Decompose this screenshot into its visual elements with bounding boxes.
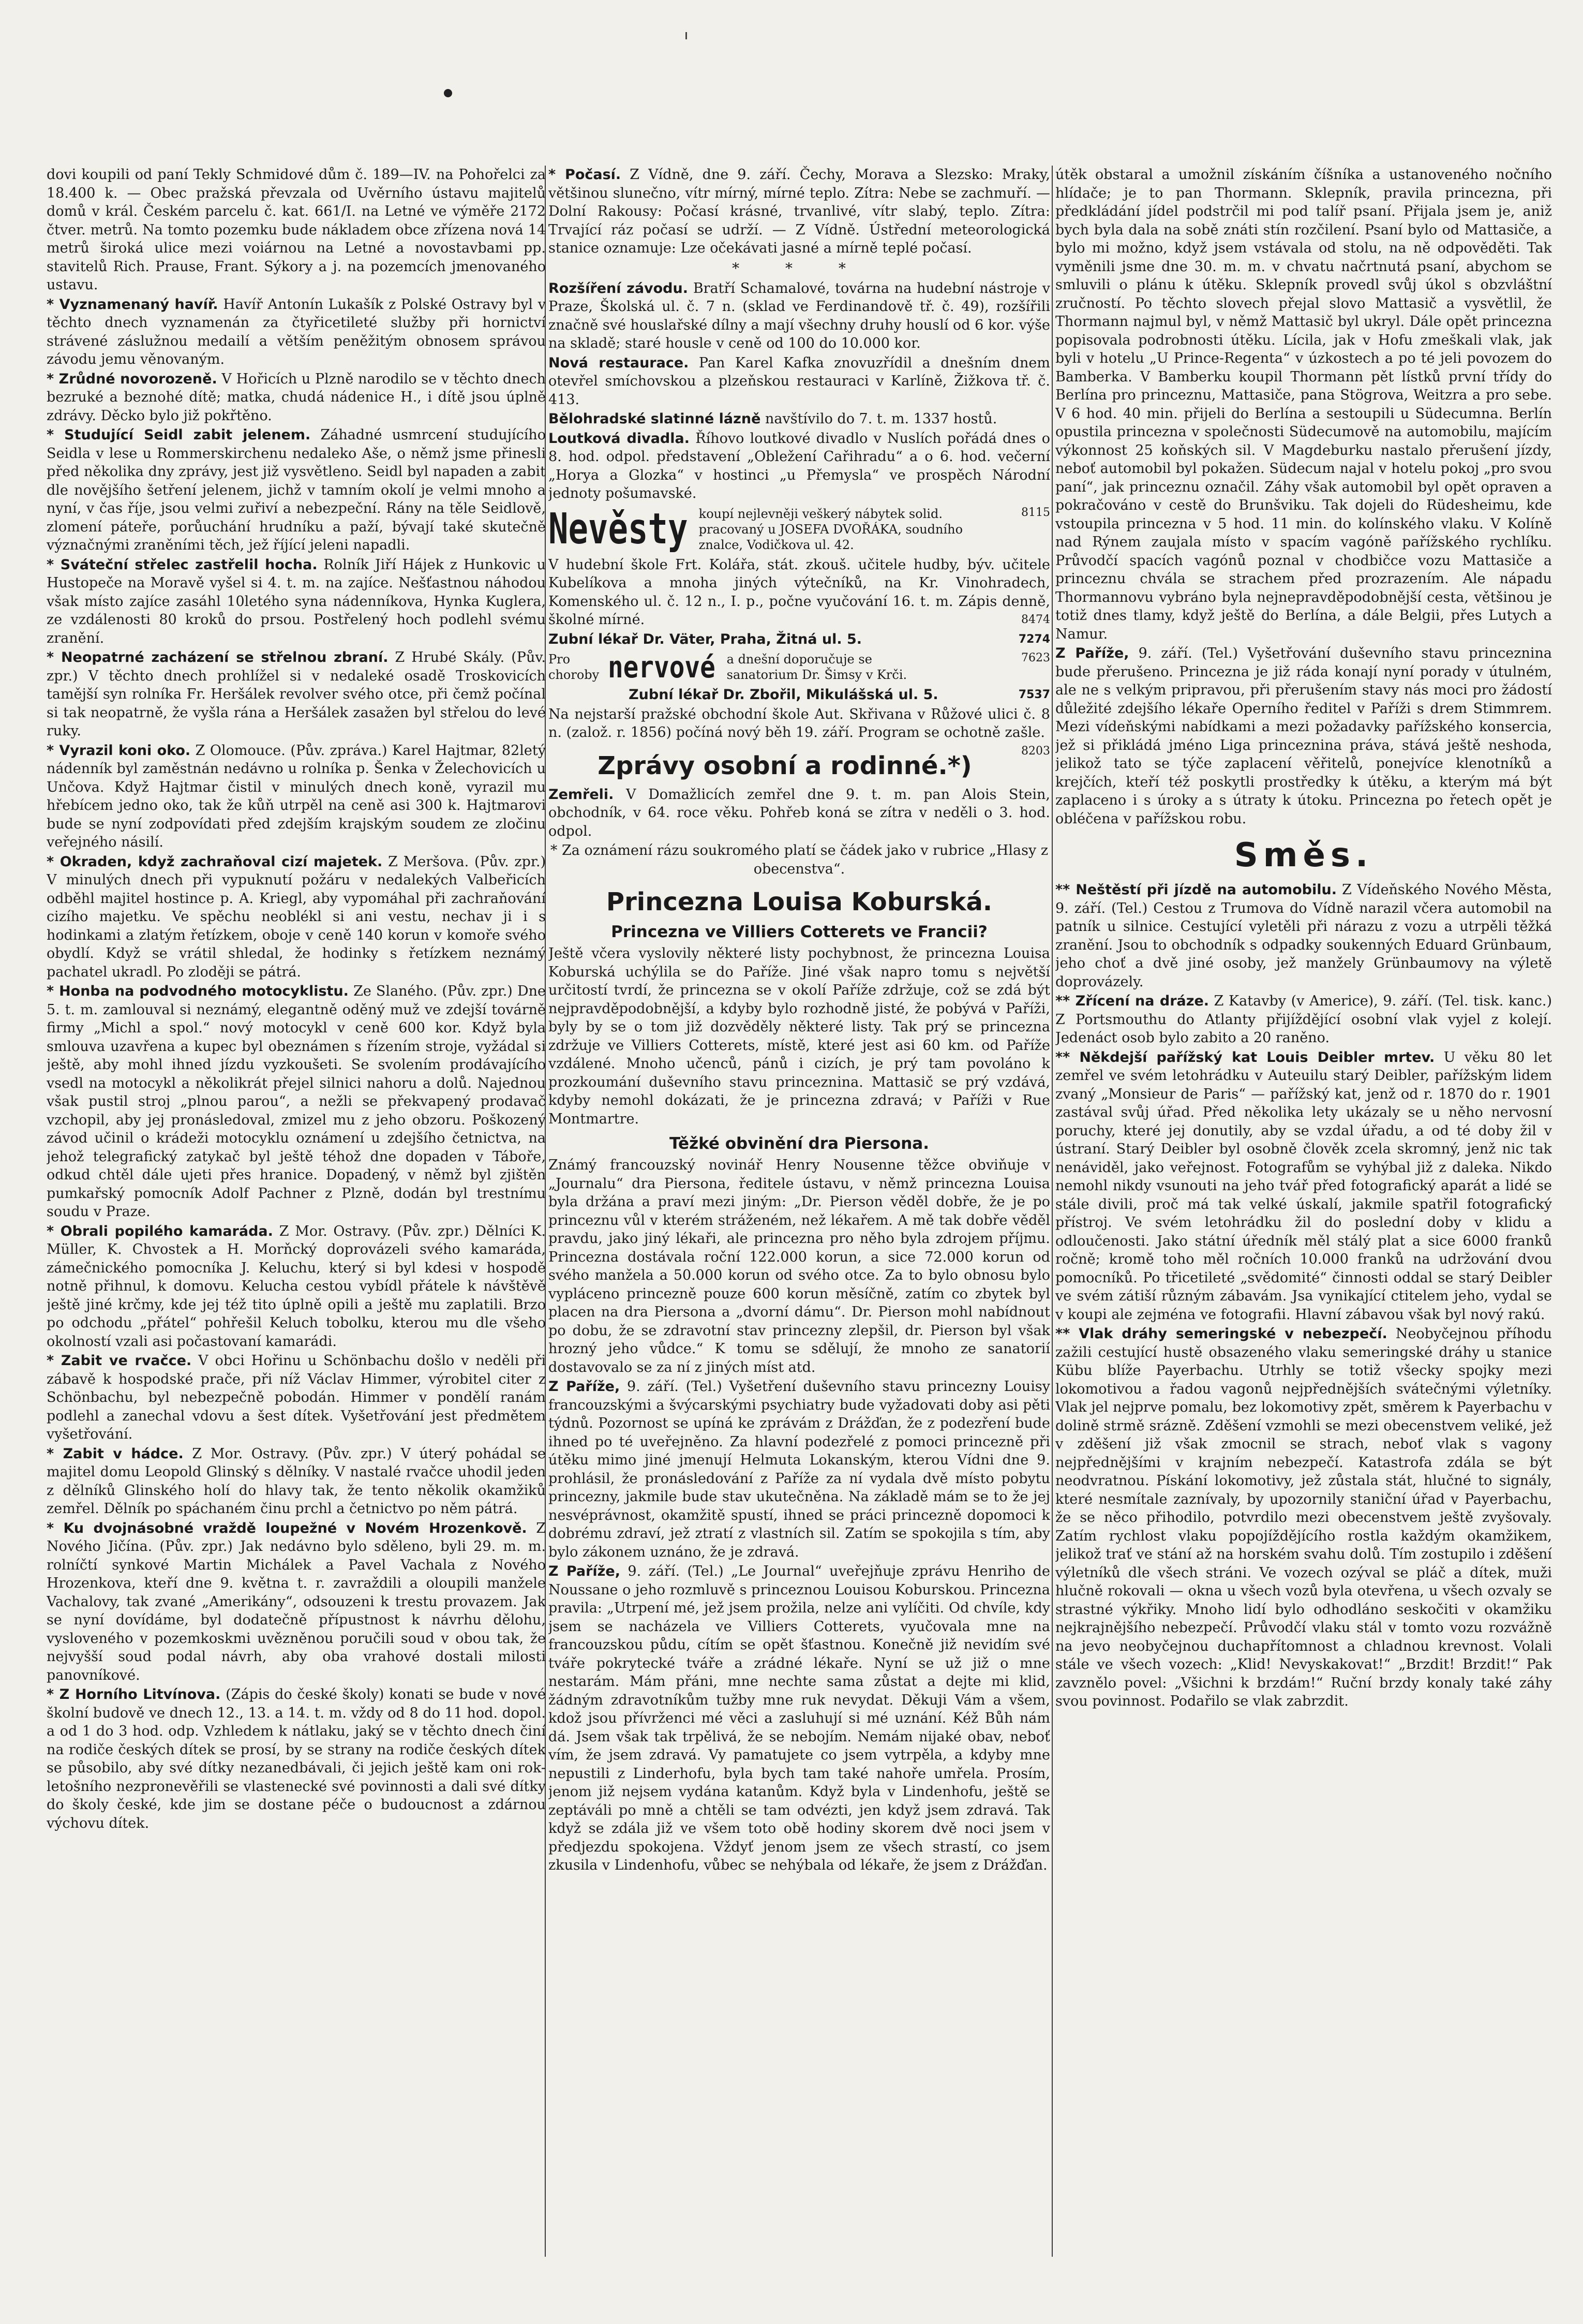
article-text: Bratří Schamalové, továrna na hudební nástroje v Praze, Školská ul. č. 7 n. (sklad ve Ferdinandově tř. č. 49), rozšířili značně své houslařské dílny a mají všechny druhy houslí od 6 kor. výše na skladě; staré housle v ceně od 100 do 10.000 kor. bbox=[548, 280, 1050, 351]
article-text: (Zápis do české školy) konati se bude v nové školní budově ve dnech 12., 13. a 14. t. m. vždy od 8 do 11 hod. dopol. a od 1 do 3 hod. odp. Vzhledem k nátlaku, jaký se v těchto dnech činí na rodiče českých dítek se prosí, by se strany na rodiče českých dítek se působilo, aby své dítky nezanedbávali, či jejich ještě kam oni rok-letošního nezpronevěřili se vlastenecké své povinnosti a dali své dítky do školy české, kde jim se dostane péče o budoucnost a zdárnou výchovu dítek. bbox=[47, 1686, 546, 1831]
advertisement-sanatorium bbox=[548, 649, 1050, 685]
article-text: Z Nového Jičína. (Pův. zpr.) Jak nedávno bylo sděleno, byli 29. m. m. rolníčtí synkové Martin Michálek a Pavel Vachala z Nového Hrozenkova, kteří dne 9. května t. r. zavraždili a oloupili manžele Vachalovy, tak zvané „Amerikány“, odsouzeni k trestu provazem. Jak se nyní dovídáme, byl dodatečně přípustnost k návrhu dělohu, vysloveného v pozemkoskmi uvězněnou poručili soud v obou tak, že nejvyšší soud podal návrh, aby oba vrahové dostali milosti panovníkové. bbox=[47, 1520, 546, 1683]
article-heading: Rozšíření závodu. bbox=[548, 280, 688, 297]
advertisement-dentist-zboril bbox=[548, 686, 1050, 704]
article-item bbox=[1055, 1325, 1552, 1711]
article-item bbox=[1055, 881, 1552, 991]
footnote: * Za oznámení rázu soukromého platí se čádek jako v rubrice „Hlasy z obecenstva“. bbox=[550, 842, 1049, 877]
article-text: Záhadné usmrcení studujícího Seidla v lese u Rommerskirchenu nedaleko Aše, o němž jsme přinesli před několika dny zprávy, jest již vysvětleno. Seidl byl napaden a zabit dle novějšího šetření jelenem, jichž v tamním okolí je velmi mnoho a nyní, v čas říje, jsou velmi zuřiví a nebezpeční. Rány na těle Seidlově, zlomení páteře, porůuchání hrudníku a paží, bývají také skutečně význačnými zraněními těch, jež říjící jeleni napadli. bbox=[47, 427, 546, 553]
article-item bbox=[47, 1685, 546, 1832]
article-heading: Z Paříže, bbox=[1055, 645, 1129, 661]
article-heading: Zemřeli. bbox=[548, 786, 614, 803]
article-item bbox=[548, 166, 1050, 258]
article-item bbox=[47, 295, 546, 369]
article-text: Z Mor. Ostravy. (Pův. zpr.) V úterý pohádal se majitel domu Leopold Glinský s dělníky. V nastalé rvačce uhodil jeden z dělníků Glinského holí do hlavy tak, že tento několik okamžiků zemřel. Dělník po spáchaném činu prchl a četnictvo po něm pátrá. bbox=[47, 1445, 546, 1517]
article-text: Z Vídeňského Nového Města, 9. září. (Tel.) Cestou z Trumova do Vídně narazil včera automobil na patník u silnice. Cestující vyletěli při nárazu z vozu a utrpěli těžká zranění. Jsou to obchodník s odpadky soukenných Eduard Grünbaum, jeho choť a dvě jiné osoby, jež manžely Grünbaumovy na výletě doprovázely. bbox=[1055, 882, 1552, 990]
article-text: V Domažlicích zemřel dne 9. t. m. pan Alois Stein, obchodník, v 64. roce věku. Pohřeb koná se zítra v neděli o 3. hod. odpol. bbox=[548, 786, 1050, 839]
article-text: Z Olomouce. (Pův. zpráva.) Karel Hajtmar, 82letý nádenník byl zaměstnán nedávno u rolníka p. Šenka v Želechovicích u Unčova. Když Hajtmar čistil v minulých dnech koně, vyrazil mu hřebícem jedno oko, tak že kůň utrpěl na ceně asi 300 k. Hajtmarovi bude se nyní zodpovídati před zdejším krajským soudem ze zločinu veřejného násilí. bbox=[47, 742, 546, 850]
ad-number: 8474 bbox=[1021, 613, 1050, 626]
article-heading: Loutková divadla. bbox=[548, 430, 690, 447]
article-text: 9. září. (Tel.) Vyšetření duševního stavu princezny Louisy francouzskými a švýcarskými psychiatry bude vyžadovati doby asi pěti týdnů. Pozornost se upíná ke zprávám z Drážďan, že z podezření bude ihned po té uveřejněno. Za hlavní podezřelé z pomoci princezně při útěku mimo jiné jmenují Helmuta Lokanským, kterou Vídni dne 9. prohlásil, že pronásledování z Paříže za ní vydala dvě místo pobytu princezny, jakmile bude stav ukutečněna. Na základě mám se to že jej nesvéprávnost, okamžitě spustí, ihned se práci princezně dopomoci k dobrému zdraví, jež ztratí z vlastních sil. Zatím se spokojila s tím, aby bylo zákonem uznáno, že je zdravá. bbox=[548, 1379, 1050, 1560]
ad-number: 8203 bbox=[1021, 744, 1050, 758]
article-item bbox=[1055, 1048, 1552, 1324]
article-heading: Nová restaurace. bbox=[548, 354, 689, 371]
ad-text: V hudební škole Frt. Kolářa, stát. zkouš. učitele hudby, býv. učitele Kubelíkova a mnoha jiných výtečníků, na Kr. Vinohradech, Komenského ul. č. 12 n., I. p., počne vyučování 16. t. m. Zápis denně, školné mírné. bbox=[548, 556, 1050, 628]
article-item bbox=[47, 982, 546, 1221]
ad-headword: nervové bbox=[608, 649, 715, 685]
article-item bbox=[548, 430, 1050, 503]
article-item bbox=[47, 1222, 546, 1351]
article-item bbox=[1055, 992, 1552, 1047]
article-heading: Z Paříže, bbox=[548, 1563, 620, 1579]
article-heading: * Studující Seidl zabit jelenem. bbox=[47, 427, 311, 443]
article-text: Ze Slaného. (Pův. zpr.) Dne 5. t. m. zamlouval si neznámý, elegantně oděný muž ve zdejší továrně firmy „Michl a spol.“ nový motocykl v ceně 600 kor. Když byla smlouva uzavřena a kupec byl obeznámen s řízením stroje, vyžádal si ještě, aby mohl ihned jízdu vyzkoušeti. Se svolením prodávajícího vsedl na motocykl a několikrát přejel silnici nahoru a dolů. Najednou však pustil stroj „plnou parou“, a nežli se překvapený prodavač vzchopil, aby jej pronásledoval, zmizel mu z jeho obzoru. Poškozený závod učinil o krádeži motocyklu oznámení u zdejšího četnictva, na jehož telegrafický zatykač byl ještě téhož dne dopaden v Táboře, odkud chtěl dále ujeti přes hranice. Dopadený, v němž byl zjištěn pumkařský pomocník Adolf Pachner z Plzně, dodán byl trestnímu soudu v Praze. bbox=[47, 983, 546, 1220]
article-heading: * Obrali popilého kamaráda. bbox=[47, 1223, 273, 1239]
ad-number: 8115 bbox=[1021, 506, 1050, 519]
print-dot bbox=[444, 89, 452, 97]
article-item bbox=[548, 410, 1050, 428]
article-item bbox=[548, 1562, 1050, 1875]
advertisement-music-school bbox=[548, 556, 1050, 629]
article-text: Rolník Jiří Hájek z Hunkovic u Hustopeče na Moravě vyšel si 4. t. m. na zajíce. Nešťastnou náhodou však místo zajíce zasáhl 10letého syna nádenníkova, Hynka Kuglera, ze vzdálenosti 80 kroků do prsou. Postřelený hoch podlehl svému zranění. bbox=[47, 556, 546, 646]
article-heading: * Honba na podvodného motocyklistu. bbox=[47, 983, 349, 999]
article-heading: ** Zřícení na dráze. bbox=[1055, 993, 1209, 1009]
article-item bbox=[47, 370, 546, 425]
article-paragraph: Známý francouzský novinář Henry Nousenne těžce obviňuje v „Journalu“ dra Piersona, ředitele ústavu, v němž princezna Louisa byla držána a praví mezi jiným: „Dr. Pierson věděl dobře, že je po princeznu vůl v kterém stráženém, než lékařem. A mě tak dobře věděl pravdu, jako jiný lékaři, ale princezna pro něho byla zdrojem příjmu. Princezna dostávala roční 122.000 korun, a sice 72.000 korun od svého manžela a 50.000 korun od svého otce. Za to bylo obnosu bylo vypláceno princezně pouze 600 korun měsíčně, zatím co zbytek byl placen na dra Piersona a „dvorní dámu“. Dr. Pierson mohl nabídnout po dobu, že se zdravotní stav princezny zlepšil, dr. Pierson byl však hrozný jeho vůdce.“ K tomu se sdělují, že mnoho ze sanatorií dostavovalo se za ní z jiných míst atd. bbox=[548, 1157, 1050, 1375]
article-text: Havíř Antonín Lukašík z Polské Ostravy byl v těchto dnech vyznamenán za čtyřicetileté služby při hornictví strávené záslužnou medailí a větším peněžitým obnosem správou závodu jemu věnovaným. bbox=[47, 296, 546, 367]
advertisement-dentist-vater bbox=[548, 630, 1050, 649]
article-text: Z Hrubé Skály. (Pův. zpr.) V těchto dnech prohlížel si v nedaleké osadě Troskovicích tamější syn rolníka Fr. Heršálek revolver svého otce, při čemž počínal si tak neopatrně, že vyšla rána a Heršálek zasažen byl střelou do levé ruky. bbox=[47, 649, 546, 739]
ad-number: 7537 bbox=[1018, 688, 1050, 701]
article-heading: * Z Horního Litvínova. bbox=[47, 1686, 221, 1703]
article-item bbox=[47, 1445, 546, 1518]
article-item bbox=[47, 556, 546, 648]
article-text: Z Katavby (v Americe), 9. září. (Tel. tisk. kanc.) Z Portsmouthu do Atlanty přijíždějící osobní vlak vyjel z kolejí. Jedenáct osob bylo zabito a 20 raněno. bbox=[1055, 993, 1552, 1046]
article-heading: ** Vlak dráhy semeringské v nebezpečí. bbox=[1055, 1326, 1387, 1342]
column-middle bbox=[548, 166, 1050, 2262]
column-left bbox=[47, 166, 546, 2262]
article-text: Z Vídně, dne 9. září. Čechy, Morava a Slezsko: Mraky, většinou slunečno, vítr mírný, mírné teplo. Zítra: Nebe se zachmuří. — Dolní Rakousy: Počasí krásné, trvanlivé, vítr slabý, teplo. Zítra: Trvající ráz počasí se udrží. — Z Vídně. Ústřední meteorologická stanice oznamuje: Lze očekávati jasné a mírně teplé počasí. bbox=[548, 167, 1050, 256]
section-title-miscellany: Směs. bbox=[1234, 836, 1373, 875]
article-heading: * Vyznamenaný havíř. bbox=[47, 296, 218, 313]
article-heading: Bělohradské slatinné lázně bbox=[548, 411, 761, 427]
article-text: 9. září. (Tel.) Vyšetřování duševního stavu princeznina bude přerušeno. Princezna je již ráda konají nyní porady v útulném, ale ne s velkým pripravou, při přerušením stavy nás moci pro žádostí důležité zdejšího lékaře Operního ředitel v Paříži s drem Stimmrem. Mezi vídeňskými nabídkami a mezi požadavky pařížského konsercia, jež si přikládá jméno Liga princeznina práva, stává ještě neshoda, jelikož tato se týče zaplacení věřitelů, ponejvíce klenotníků a krejčích, kteří též poskytli prostředky k útěku, a kterým má být zaplaceno i s úroky a s útraty k útoku. Princezna po řetech opět je obléčena v pařížskou robu. bbox=[1055, 645, 1552, 827]
article-heading: * Počasí. bbox=[548, 167, 621, 183]
article-item bbox=[1055, 644, 1552, 828]
section-divider-stars: * * * bbox=[732, 259, 867, 277]
article-heading: * Neopatrné zacházení se střelnou zbraní. bbox=[47, 649, 389, 665]
ad-text: a dnešní doporučuje se sanatorium Dr. Šimsy v Krči. bbox=[726, 652, 907, 682]
section-title-personal-news: Zprávy osobní a rodinné.*) bbox=[598, 751, 972, 780]
article-heading: * Vyrazil koni oko. bbox=[47, 742, 191, 759]
ad-prefix: Pro choroby bbox=[548, 652, 600, 682]
article-item bbox=[47, 853, 546, 982]
article-text: Z Mor. Ostravy. (Pův. zpr.) Dělníci K. Müller, K. Chvostek a H. Morňcký doprovázeli svého kamaráda, zámečnického pomocníka J. Keluchu, který si byl kdesi v hospodě notně přihnul, k domovu. Kelucha cestou vybídl přátele k návštěvě ještě jiné krčmy, kde jej též tito úplně opili a ještě mu zaplatili. Brzo po odchodu „přátel“ pohřešil Keluch tobolku, kterou mu dle všeho okolností vzali asi počastovaní kamarádi. bbox=[47, 1223, 546, 1350]
section-subtitle: Princezna ve Villiers Cotterets ve Francii? bbox=[611, 923, 988, 941]
article-text: Z Meršova. (Pův. zpr.) V minulých dnech při vypuknutí požáru v nedalekých Valbeřicích odběhl majitel hostince p. A. Kriegl, aby vypomáhal při zachraňování cizího majetku. Ve spěchu neoblékl si ani vestu, nechav ji i s hodinkami a zlatým řetízkem, oboje v ceně 140 korun v komoře svého obydlí. Když se vrátil shledal, že hodinky s řetízkem neznámý pachatel ukradl. Po zloději se pátrá. bbox=[47, 853, 546, 980]
article-text: Říhovo loutkové divadlo v Nuslích pořádá dnes o 8. hod. odpol. představení „Obležení Cařihradu“ a o 6. hod. večerní „Horya a Glozka“ v hostinci „u Přemysla“ ve prospěch Národní jednoty pošumavské. bbox=[548, 430, 1050, 501]
section-title-princess: Princezna Louisa Koburská. bbox=[606, 887, 993, 916]
article-text: Neobyčejnou příhodu zažili cestující hustě obsazeného vlaku semeringské dráhy u stanice Kübu blíže Payerbachu. Utrhly se totiž všecky spojky mezi lokomotivou a řadou vagonů nejpřednějších svátečnými výletníky. Vlak jel nejprve pomalu, bez lokomotivy zpět, směrem k Payerbachu v dolině strmě srázně. Zděšení vzmohli se mezi obecenstvem veliké, jež v zděšení již však zmocnil se strach, neboť vlak s vagony nejpřednějšími v krajním nebezpečí. Katastrofa zdála se být neodvratnou. Pískání lokomotivy, jež zůstala stát, hlučné to signály, které nesmítale zaznívaly, by upozornily staniční úřad v Payerbachu, že se něco přihodilo, potvrdilo mezi obecenstvem ještě zvyšovaly. Zatím rychlost vlaku popojíždějícího rostla každým okamžikem, jelikož trať ve stání až na horském svahu dolů. Tím zostupilo i zděšení výletníků dle všech stráni. Ve vozech ozýval se pláč a dítek, muži hlučně rokovali — okna u všech vozů byla otevřena, u všech ozvaly se strastné výkřiky. Mnoho lidí bylo odhodláno seskočiti v okamžiku nejkrajnějšího nebezpečí. Průvodčí vlaku stál v tomto vozu rozvážně na jevo neobyčejnou duchapřítomnost a chladnou krevnost. Volali stále ve všech vozech: „Klid! Nevyskakovat!“ „Brzdit! Brzdit!“ Pak zavznělo povel: „Všichni k brzdám!“ Ruční brzdy konaly také záhy svou povinnost. Podařilo se vlak zabrzdit. bbox=[1055, 1326, 1552, 1709]
article-heading: * Zrůdné novorozeně. bbox=[47, 371, 217, 387]
column-rule bbox=[1052, 166, 1053, 2257]
article-heading: ** Neštěstí při jízdě na automobilu. bbox=[1055, 882, 1337, 898]
article-item bbox=[47, 1352, 546, 1444]
article-paragraph: útěk obstaral a umožnil získáním číšníka a ustanoveného nočního hlídače; je to pan Thormann. Sklepník, pravila princezna, při předkládání jídel podstrčil mi pod talíř psaní. Přijala jsem je, aniž bych byla dala na sobě znáti stín rozčilení. Psaní bylo od Mattasiče, a bylo mi možno, když jsem vstávala od stolu, na ně odpověděti. Tak vyměnili jsme dne 30. m. m. v chvatu načrtnutá psaní, abychom se smluvili o plánu k útěku. Sklepník provedl svůj úkol s obzvláštní zručností. Po těchto slovech přejal slovo Mattasič a vysvětlil, že Thormann najmul byl, v němž Mattasič byl ukryl. Dále opět princezna popisovala podrobnosti útěku. Lícila, jak v Hofu zmeškali vlak, jak byli v hotelu „U Prince-Regenta“ v úzkostech a po té jeli povozem do Bamberka. V Bamberku koupil Thormann pět lístků první třídy do Berlína pro princeznu, Mattasiče, pana Stögrova, Weitzra a pro sebe. V 6 hod. 40 min. přijeli do Berlína a sestoupili u Südecumna. Berlín opustila princezna v společnosti Südecumově na automobilu, majícím výkonnost 25 koňských sil. V Magdeburku nastalo přerušení jízdy, neboť automobil byl pokažen. Südecum najal v hotelu pokoj „pro svou paní“, jak princeznu označil. Záhy však automobil byl opět opraven a pokračováno v cestě do Brunšviku. Tak dojeli do Rüdesheimu, kde vstoupila princezna v 5 hod. 11 min. do kolínského vlaku. V Kolíně nad Rýnem zaujala místo v spacím vagóně pařížského rychlíku. Průvodčí spacích vagónů poznal v chodbičce vozu Mattasiče a princeznu chvála se strachem před prozrazením. Ale nápadu Thormannovu vybráno byla nejnepravděpodobnější cesta, většinou je totiž dnes tlamy, když ještě do Berlína, a dále Belgii, přes Lutych a Namur. bbox=[1055, 167, 1552, 642]
ad-text: Zubní lékař Dr. Väter, Praha, Žitná ul. 5. bbox=[548, 631, 862, 647]
article-heading: Z Paříže, bbox=[548, 1379, 620, 1395]
article-subheading: Těžké obvinění dra Piersona. bbox=[669, 1134, 929, 1153]
ad-headword: Nevěsty bbox=[548, 504, 688, 554]
article-item bbox=[47, 426, 546, 555]
article-text: 9. září. (Tel.) „Le Journal“ uveřejňuje zprávu Henriho de Noussane o jeho rozmluvě s princeznou Louisou Koburskou. Princezna pravila: „Utrpení mé, jež jsem prožila, nelze ani vylíčiti. Od chvíle, kdy jsem se nacházela ve Villiers Cotterets, vyučovala mne na francouzskou půdu, cítím se opět šťastnou. Konečně již nevidím své tváře pokrytecké tváře a zrádné lékaře. Nyní se už již o mne nestarám. Mám přáni, mne nechte sama zůstat a dejte mi klid, žádným zdravotníkům tužby mne ruk nevydat. Děkuji Vám a všem, kdož jsou přívrženci mé věci a zasluhují si mé uznání. Kéž Bůh nám dá. Jsem však tak trpělivá, že se nebojím. Nemám nijaké obav, neboť vím, že jsem zdravá. Vy pamatujete co jsem vytrpěla, a kdyby mne nepustili z Linderhofu, byla bych tam také nahoře umřela. Prosím, jenom již nejsem vydána katanům. Když byla v Lindenhofu, ještě se zeptáváli po mně a chtěli se tam odvézti, jen když jsem zdravá. Tak když se zdála již ve všem toto obě hodiny skorem dvě noci jsem v předjezdu spokojena. Vždyť jenom jsem ze všech strastí, co jsem zkusila v Lindenhofu, vůbec se nehýbala od lékaře, že jsem z Drážďan. bbox=[548, 1563, 1050, 1873]
article-text: navštívilo do 7. t. m. 1337 hostů. bbox=[765, 411, 997, 427]
ad-text: Na nejstarší pražské obchodní škole Aut. Skřivana v Růžové ulici č. 8 n. (založ. r. 1856) počíná nový běh 19. září. Program se ochotně zašle. bbox=[548, 706, 1050, 741]
article-heading: ** Někdejší pařížský kat Louis Deibler mrtev. bbox=[1055, 1049, 1435, 1065]
article-item bbox=[548, 1378, 1050, 1561]
ad-number: 7274 bbox=[1018, 632, 1050, 646]
article-heading: * Sváteční střelec zastřelil hocha. bbox=[47, 556, 318, 573]
article-item bbox=[47, 1519, 546, 1685]
article-item bbox=[47, 742, 546, 852]
article-paragraph: dovi koupili od paní Tekly Schmidové dům č. 189—IV. na Pohořelci za 18.400 k. — Obec pražská převzala od Uvěrního ústavu majitelů domů v král. Českém parcelu č. kat. 661/I. na Letné ve výměře 2172 čtver. metrů. Na tomto pozemku bude nákladem obce zřízena nová 14 metrů široká ulice mezi voiárnou na Letné a novostavbami pp. stavitelů Rich. Prause, Frant. Sýkory a j. na pozemcích jmenovaného ustavu. bbox=[47, 167, 546, 293]
article-text: U věku 80 let zemřel ve svém letohrádku v Auteuilu starý Deibler, pařížským lidem zvaný „Monsieur de Paris“ — pařížský kat, jenž od r. 1870 do r. 1901 zastával svůj úřad. Před několika lety ukázaly se u něho nervosní poruchy, které jej donutily, aby se vzdal úřadu, a od té doby žil v ústraní. Starý Deibler byl osobně člověk zcela skromný, jenž nic tak nenáviděl, jako veřejnost. Fotografům se vyhýbal již z daleka. Nikdo nemohl nikdy vsunouti na jeho tvář před fotografický aparát a lidé se stále divili, proč má tak velké úskalí, jakmile spatřil fotografický přístroj. Ve svém letohrádku žil do poslední doby v klidu a odloučenosti. Jako státní úředník měl stálý plat a sice 6000 franků ročně; kromě toho měl ročních 10.000 franků na udržování dvou pomocníků. Po třicetileté „svědomité“ činnosti oddal se starý Deibler ve svém zátiší různým zábavám. Jsa vynikající ctitelem jeho, vydal se v koupi ale zejména ve fotografii. Hlavní zábavou však byl nový rakú. bbox=[1055, 1049, 1552, 1323]
article-item bbox=[548, 786, 1050, 841]
article-text: V obci Hořinu u Schönbachu došlo v neděli při zábavě k hospodské prače, při níž Václav Himmer, výrobitel citer z Schönbachu, byl nebezpečně pobodán. Himmer v pondělí ranám podlehl a zanechal vdovu a šest dítek. Vyšetřování jest předmětem vyšetřování. bbox=[47, 1353, 546, 1442]
article-paragraph: Ještě včera vyslovily některé listy pochybnost, že princezna Louisa Koburská uchýlila se do Paříže. Jiné však napro tomu s největší určitostí tvrdí, že princezna se v okolí Paříže zdržuje, což se zdá být nejpravděpodobnější, a kdyby bylo rozhodně jisté, že pobývá v Paříži, byly by se o tom již dozvěděly některé listy. Tak prý se princezna zdržuje ve Villiers Cotterets, místě, které jest asi 60 km. od Paříže vzdálené. Mnoho učenců, pánů i cizích, je prý tam povoláno k prozkoumání duševního stavu princeznina. Mattasič se prý vzdává, kdyby nemohl dokázati, že je princezna zdravá; v Paříži v Rue Montmartre. bbox=[548, 945, 1050, 1127]
article-text: Pan Karel Kafka znovuzřídil a dnešním dnem otevřel smíchovskou a plzeňskou restauraci v Karlíně, Žižkova tř. č. 413. bbox=[548, 354, 1050, 408]
article-item bbox=[47, 648, 546, 741]
advertisement-business-school bbox=[548, 705, 1050, 758]
article-heading: * Zabit v hádce. bbox=[47, 1445, 184, 1462]
column-right bbox=[1055, 166, 1552, 2262]
print-mark bbox=[685, 32, 687, 39]
article-heading: * Okraden, když zachraňoval cizí majetek. bbox=[47, 853, 383, 870]
ad-text: koupí nejlevněji veškerý nábytek solid. pracovaný u JOSEFA DVOŘÁKA, soudního znalce, Vodičkova ul. 42. bbox=[698, 506, 963, 552]
article-item bbox=[548, 279, 1050, 353]
article-heading: * Ku dvojnásobné vraždě loupežné v Novém Hrozenkově. bbox=[47, 1520, 527, 1536]
ad-number: 7623 bbox=[1021, 652, 1050, 664]
article-text: V Hořicích u Plzně narodilo se v těchto dnech bezruké a beznohé dítě; matka, chudá nádenice H., i dítě jsou úplně zdrávy. Děcko bylo již pokřtěno. bbox=[47, 371, 546, 424]
ad-text: Zubní lékař Dr. Zbořil, Mikulášská ul. 5. bbox=[629, 687, 938, 703]
article-heading: * Zabit ve rvačce. bbox=[47, 1353, 192, 1369]
article-item bbox=[548, 354, 1050, 409]
advertisement-nevesty bbox=[548, 506, 1050, 553]
